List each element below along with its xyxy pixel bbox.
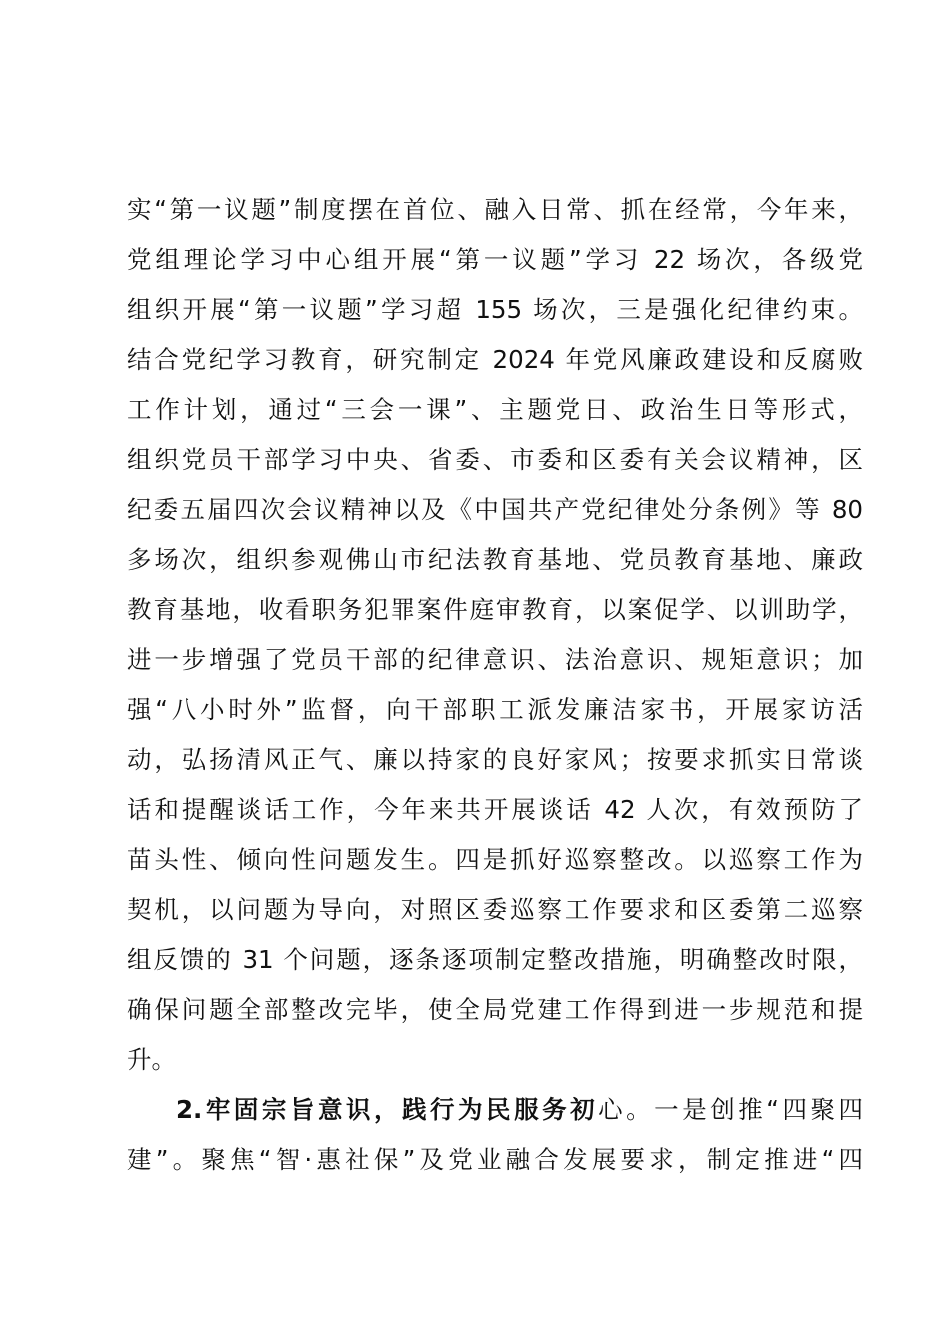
section-2-line-2: 建”。聚焦“智·惠社保”及党业融合发展要求，制定推进“四 [127, 1145, 863, 1174]
section-2-line-1-rest: 心。一是创推“四聚四 [598, 1095, 863, 1124]
text-line: 纪委五届四次会议精神以及《中国共产党纪律处分条例》等 80 [127, 495, 863, 524]
text-line: 工作计划，通过“三会一课”、主题党日、政治生日等形式， [127, 395, 863, 424]
text-line: 话和提醒谈话工作，今年来共开展谈话 42 人次，有效预防了 [127, 795, 863, 824]
document-body [127, 185, 863, 1185]
text-line: 苗头性、倾向性问题发生。四是抓好巡察整改。以巡察工作为 [127, 845, 863, 874]
text-line: 结合党纪学习教育，研究制定 2024 年党风廉政建设和反腐败 [127, 345, 863, 374]
section-2-line-1 [127, 1085, 863, 1135]
text-line: 教育基地，收看职务犯罪案件庭审教育，以案促学、以训助学， [127, 595, 863, 624]
paragraph-1 [127, 185, 863, 1085]
text-line: 强“八小时外”监督，向干部职工派发廉洁家书，开展家访活 [127, 695, 863, 724]
text-line: 组织开展“第一议题”学习超 155 场次，三是强化纪律约束。 [127, 295, 863, 324]
text-line: 党组理论学习中心组开展“第一议题”学习 22 场次，各级党 [127, 245, 863, 274]
text-line: 动，弘扬清风正气、廉以持家的良好家风；按要求抓实日常谈 [127, 745, 863, 774]
text-line: 确保问题全部整改完毕，使全局党建工作得到进一步规范和提 [127, 995, 863, 1024]
text-line: 组织党员干部学习中央、省委、市委和区委有关会议精神，区 [127, 445, 863, 474]
text-line: 进一步增强了党员干部的纪律意识、法治意识、规矩意识；加 [127, 645, 863, 674]
text-line: 多场次，组织参观佛山市纪法教育基地、党员教育基地、廉政 [127, 545, 863, 574]
text-line: 升。 [127, 1045, 176, 1074]
text-line: 实“第一议题”制度摆在首位、融入日常、抓在经常，今年来， [127, 195, 863, 224]
text-line: 契机，以问题为导向，对照区委巡察工作要求和区委第二巡察 [127, 895, 863, 924]
section-2-heading: 2.牢固宗旨意识，践行为民服务初 [176, 1095, 599, 1124]
text-line: 组反馈的 31 个问题，逐条逐项制定整改措施，明确整改时限， [127, 945, 863, 974]
